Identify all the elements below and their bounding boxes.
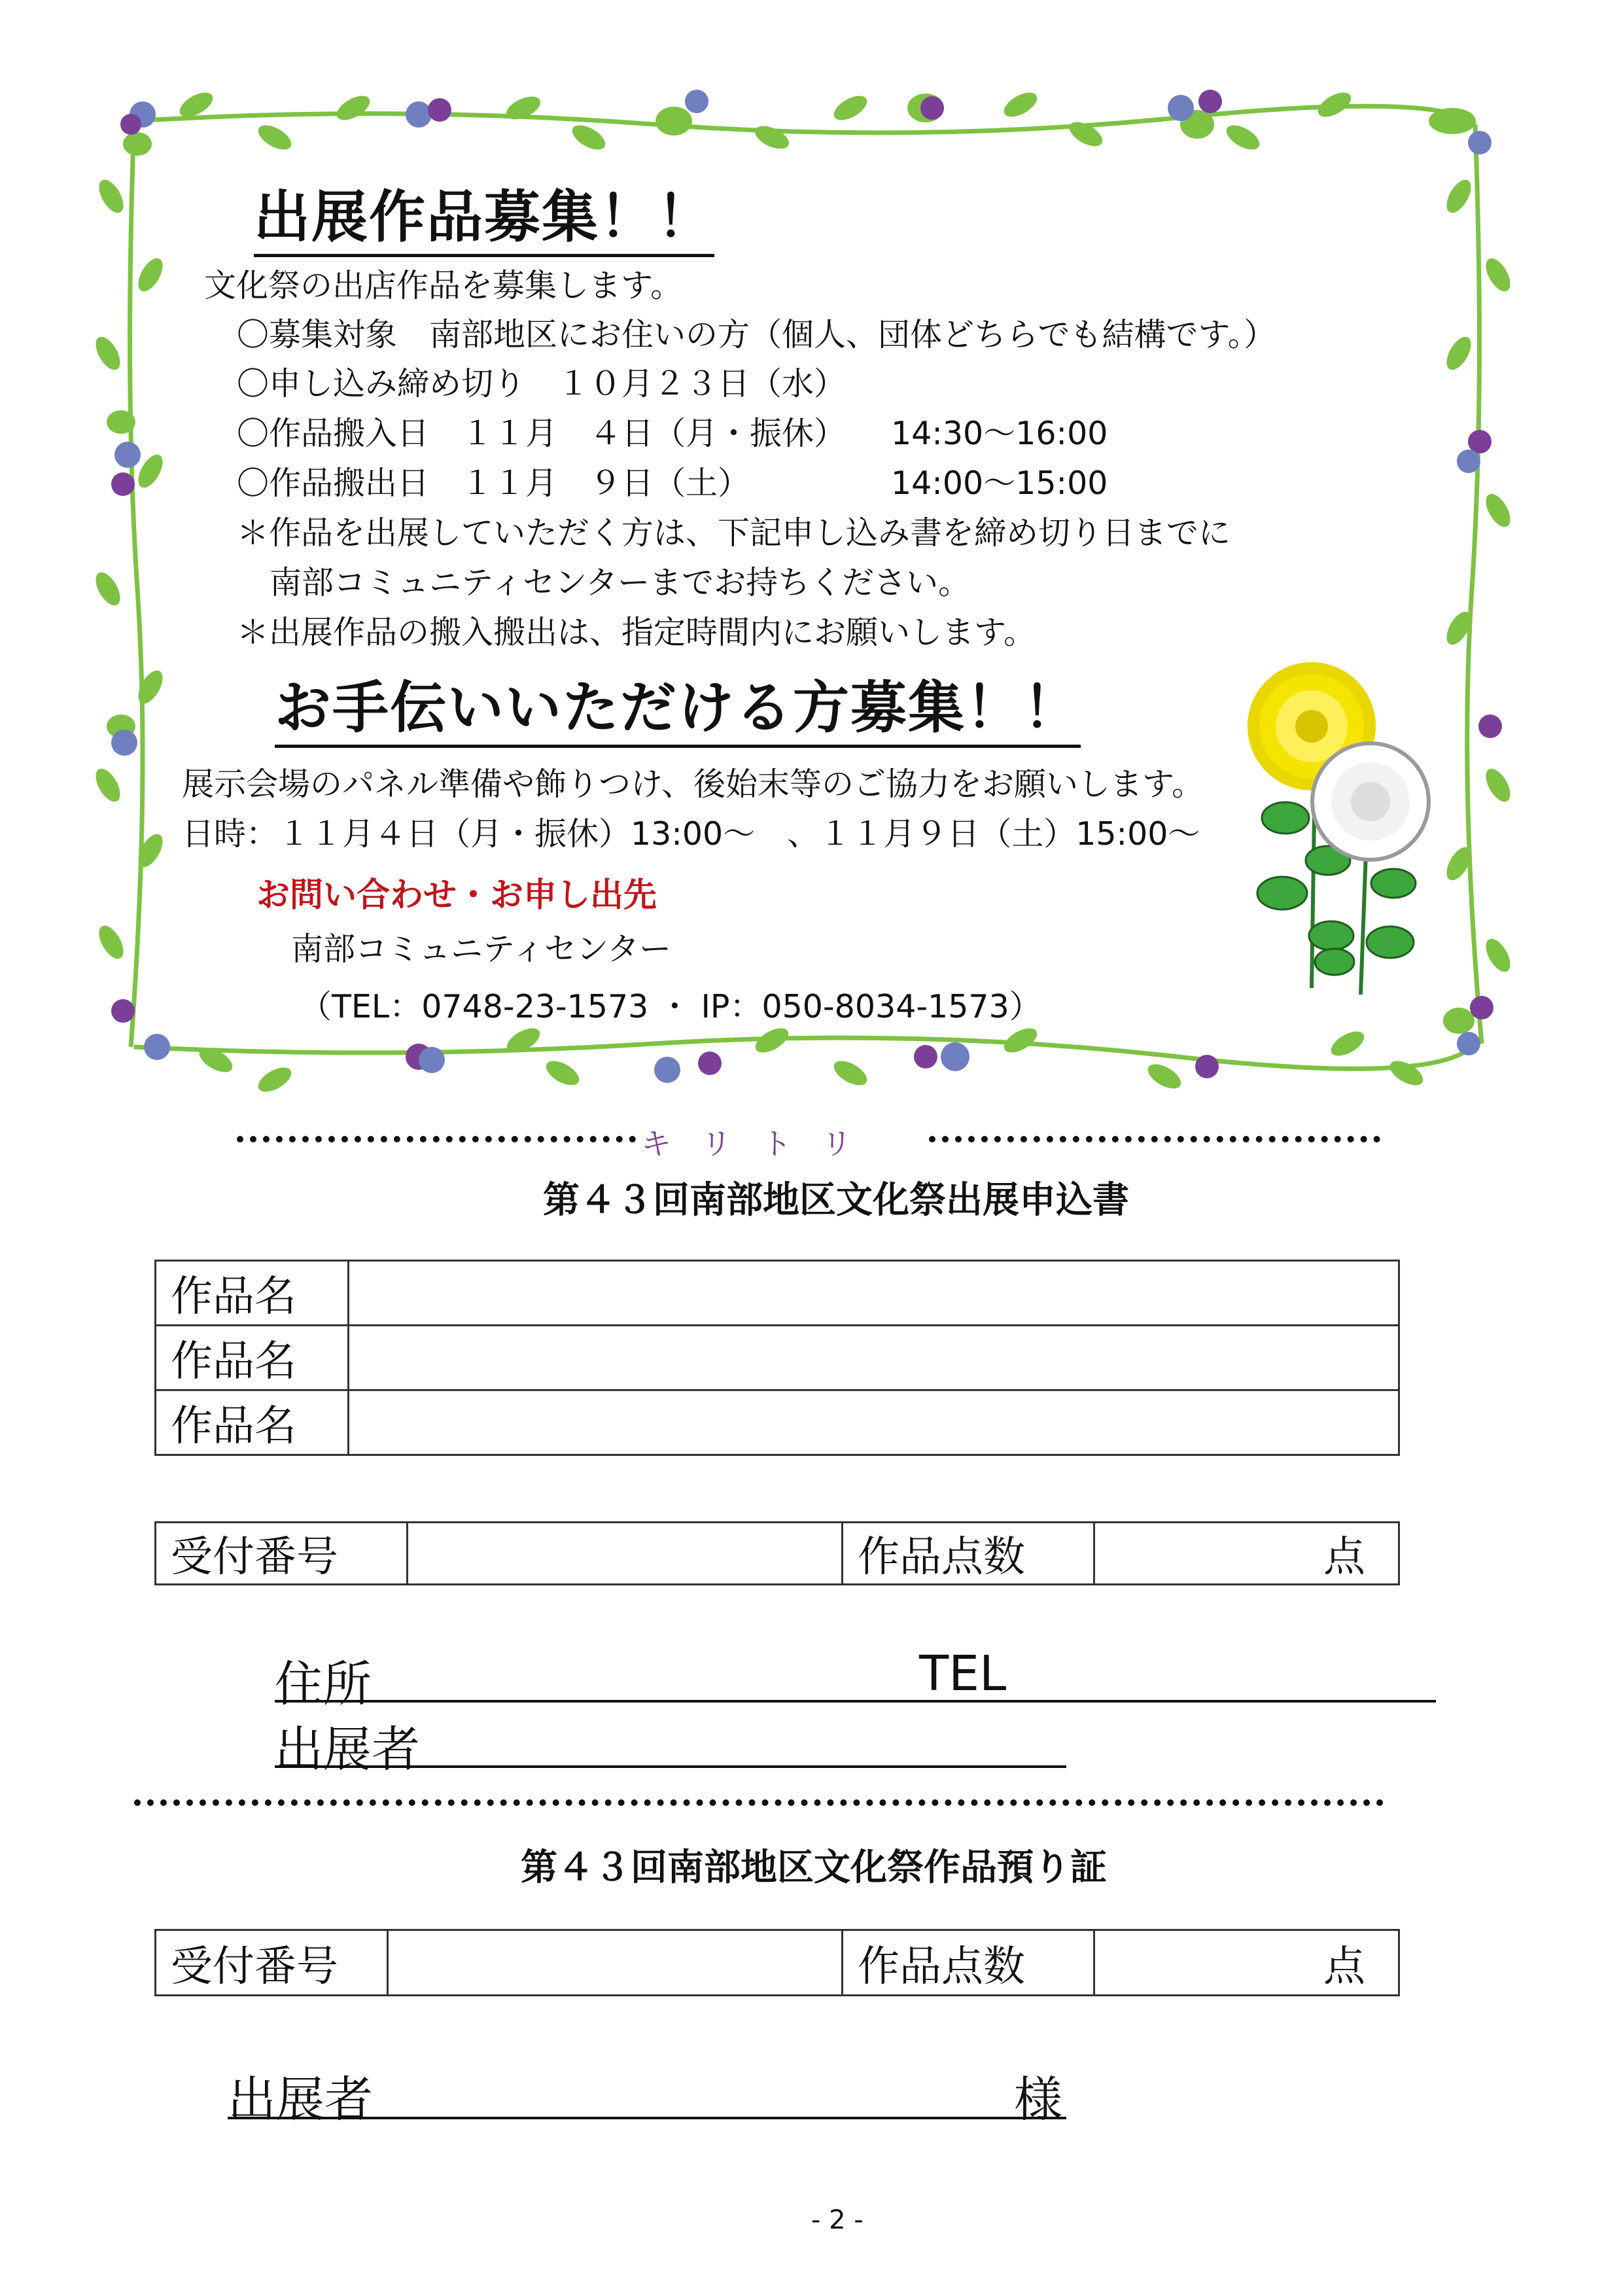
help-text: 展示会場のパネル準備や飾りつけ、後始末等のご協力をお願いします。: [182, 766, 1204, 803]
contact-tel: （TEL：0748-23-1573 ・ IP：050-8034-1573）: [300, 988, 1041, 1025]
note-times: ＊出展作品の搬入搬出は、指定時間内にお願いします。: [237, 614, 1036, 651]
chrysanthemum-illustration: [1230, 661, 1446, 1001]
address-tel-line[interactable]: [275, 1700, 1436, 1703]
item-pickup-date: 〇作品搬出日 １１月 ９日（土）: [237, 465, 750, 502]
heading-exhibit-call: 出展作品募集！！: [254, 171, 714, 257]
item-target: 〇募集対象 南部地区にお住いの方（個人、団体どちらでも結構です。）: [237, 316, 1276, 353]
receipt-exhibitor-label: 出展者: [228, 2072, 373, 2128]
work-name-label: 作品名: [156, 1390, 349, 1455]
tel-label: TEL: [919, 1646, 1007, 1702]
count-unit: 点: [1323, 1533, 1365, 1581]
receipt-honorific: 様: [1014, 2072, 1062, 2128]
item-delivery-date: 〇作品搬入日 １１月 ４日（月・振休）: [237, 415, 846, 452]
help-dates: 日時：１１月４日（月・振休）13:00～ 、１１月９日（土）15:00～: [182, 815, 1200, 853]
cut-line-lower: [134, 1799, 1384, 1806]
work-name-label: 作品名: [156, 1326, 349, 1390]
application-title: 第４３回南部地区文化祭出展申込書: [543, 1179, 1129, 1222]
contact-name: 南部コミュニティセンター: [291, 930, 672, 968]
work-name-field[interactable]: [349, 1390, 1399, 1455]
page-number: - 2 -: [811, 2205, 864, 2235]
address-label: 住所: [275, 1656, 372, 1712]
work-name-field[interactable]: [349, 1261, 1399, 1326]
cut-line-right: [929, 1136, 1380, 1142]
item-pickup-time: 14:00～15:00: [891, 465, 1108, 502]
item-delivery-time: 14:30～16:00: [891, 415, 1108, 452]
receipt-exhibitor-line[interactable]: [228, 2117, 1066, 2119]
receipt-count-label: 作品点数: [843, 1930, 1094, 1996]
receipt-reception-label: 受付番号: [156, 1930, 388, 1996]
reception-number-label: 受付番号: [156, 1523, 408, 1585]
reception-number-field[interactable]: [408, 1523, 843, 1585]
work-count-field[interactable]: [1094, 1523, 1399, 1585]
note-submit: ＊作品を出展していただく方は、下記申し込み書を締め切り日までに: [237, 514, 1231, 552]
note-submit-cont: 南部コミュニティセンターまでお持ちください。: [270, 564, 971, 601]
work-name-table: [154, 1260, 1400, 1456]
item-deadline: 〇申し込み締め切り １０月２３日（水）: [237, 365, 846, 402]
receipt-reception-field[interactable]: [388, 1930, 843, 1996]
receipt-count-unit: 点: [1323, 1942, 1365, 1991]
receipt-count-field[interactable]: [1094, 1930, 1399, 1996]
heading-helpers-call: お手伝いいただける方募集！！: [275, 662, 1081, 748]
work-name-field[interactable]: [349, 1326, 1399, 1390]
contact-label: お問い合わせ・お申し出先: [256, 876, 657, 915]
exhibitor-label: 出展者: [275, 1722, 420, 1778]
receipt-title: 第４３回南部地区文化祭作品預り証: [521, 1846, 1107, 1889]
intro-text: 文化祭の出店作品を募集します。: [204, 267, 683, 304]
cut-line-left: [237, 1136, 636, 1142]
exhibitor-line[interactable]: [275, 1765, 1066, 1768]
cut-label: キ リ ト リ: [641, 1126, 852, 1161]
receipt-count-table: [154, 1929, 1400, 1996]
application-count-table: [154, 1521, 1400, 1585]
work-name-label: 作品名: [156, 1261, 349, 1326]
work-count-label: 作品点数: [843, 1523, 1094, 1585]
